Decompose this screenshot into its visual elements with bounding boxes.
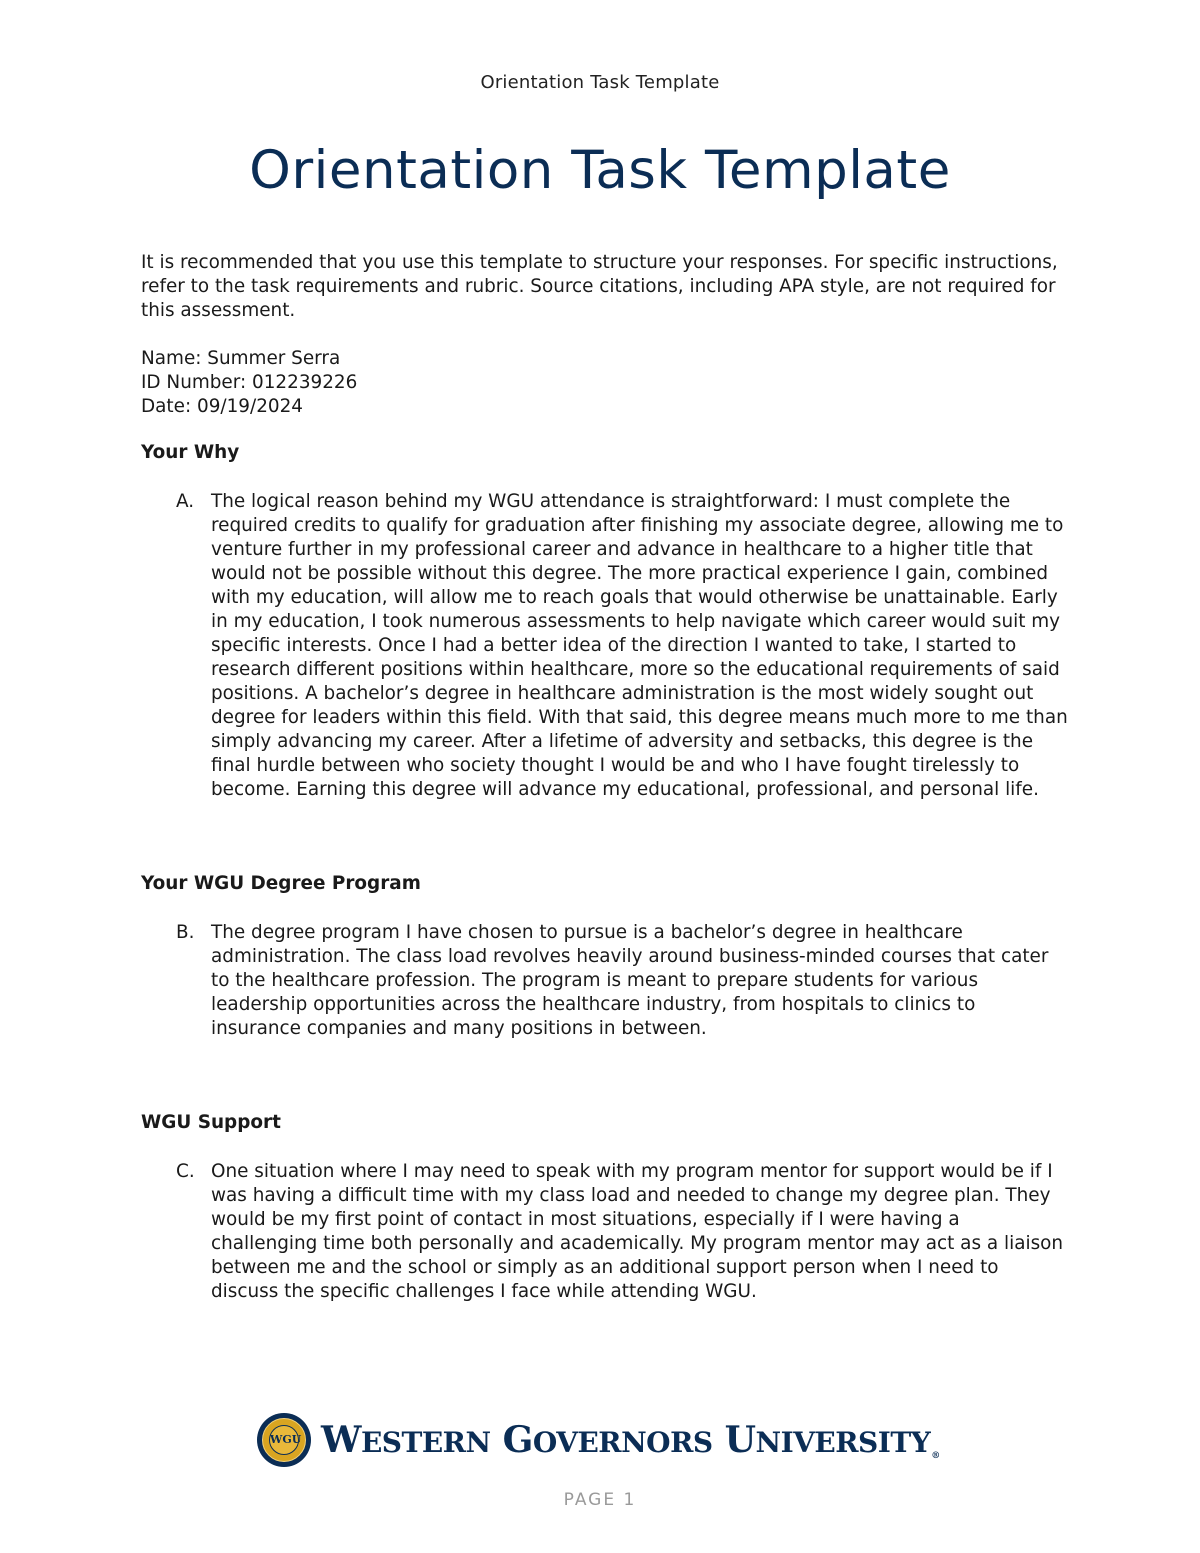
running-header: Orientation Task Template [480,72,720,93]
student-info [141,347,1071,419]
student-id: ID Number: 012239226 [141,372,358,393]
list-item-c [176,1160,1071,1304]
document-title: Orientation Task Template [249,140,951,201]
list-marker-a: A. [176,491,195,512]
student-name: Name: Summer Serra [141,348,341,369]
list-item-b [176,921,1071,1041]
document-body [141,251,1071,1304]
wgu-wordmark: WESTERN GOVERNORS UNIVERSITY® [321,1419,940,1461]
list-item-a [176,490,1071,802]
list-marker-c: C. [176,1161,195,1182]
section-heading-your-why: Your Why [141,442,240,463]
list-marker-b: B. [176,922,195,943]
intro-paragraph: It is recommended that you use this template to structure your responses. For specific instructions, refer to the task requirements and rubric. Source citations, including APA style, are not required for this assessment. [141,252,1058,321]
section-heading-degree-program: Your WGU Degree Program [141,873,421,894]
degree-program-response: The degree program I have chosen to pursue is a bachelor’s degree in healthcare administration. The class load revolves heavily around business-minded courses that cater to the healthcare profession. The program is meant to prepare students for various leadership opportunities across the healthcare industry, from hospitals to clinics to insurance companies and many positions in between. [211,922,1049,1039]
wgu-seal-icon [257,1413,311,1467]
section-heading-wgu-support: WGU Support [141,1112,281,1133]
submission-date: Date: 09/19/2024 [141,396,303,417]
wgu-support-response: One situation where I may need to speak with my program mentor for support would be if I was having a difficult time with my class load and needed to change my degree plan. They would be my first point of contact in most situations, especially if I were having a challenging time both personally and academically. My program mentor may act as a liaison between me and the school or simply as an additional support person when I need to discuss the specific challenges I face while attending WGU. [211,1161,1064,1302]
wgu-logo [257,1412,940,1468]
page-number: PAGE 1 [563,1490,637,1510]
seal-monogram: WGU [269,1425,299,1455]
your-why-response: The logical reason behind my WGU attendance is straightforward: I must complete the required credits to qualify for graduation after finishing my associate degree, allowing me to venture further in my professional career and advance in healthcare to a higher title that would not be possible without this degree. The more practical experience I gain, combined with my education, will allow me to reach goals that would otherwise be unattainable. Early in my education, I took numerous assessments to help navigate which career would suit my specific interests. Once I had a better idea of the direction I wanted to take, I started to research different positions within healthcare, more so the educational requirements of said positions. A bachelor’s degree in healthcare administration is the most widely sought out degree for leaders within this field. With that said, this degree means much more to me than simply advancing my career. After a lifetime of adversity and setbacks, this degree is the final hurdle between who society thought I would be and who I have fought tirelessly to become. Earning this degree will advance my educational, professional, and personal life. [211,491,1068,800]
